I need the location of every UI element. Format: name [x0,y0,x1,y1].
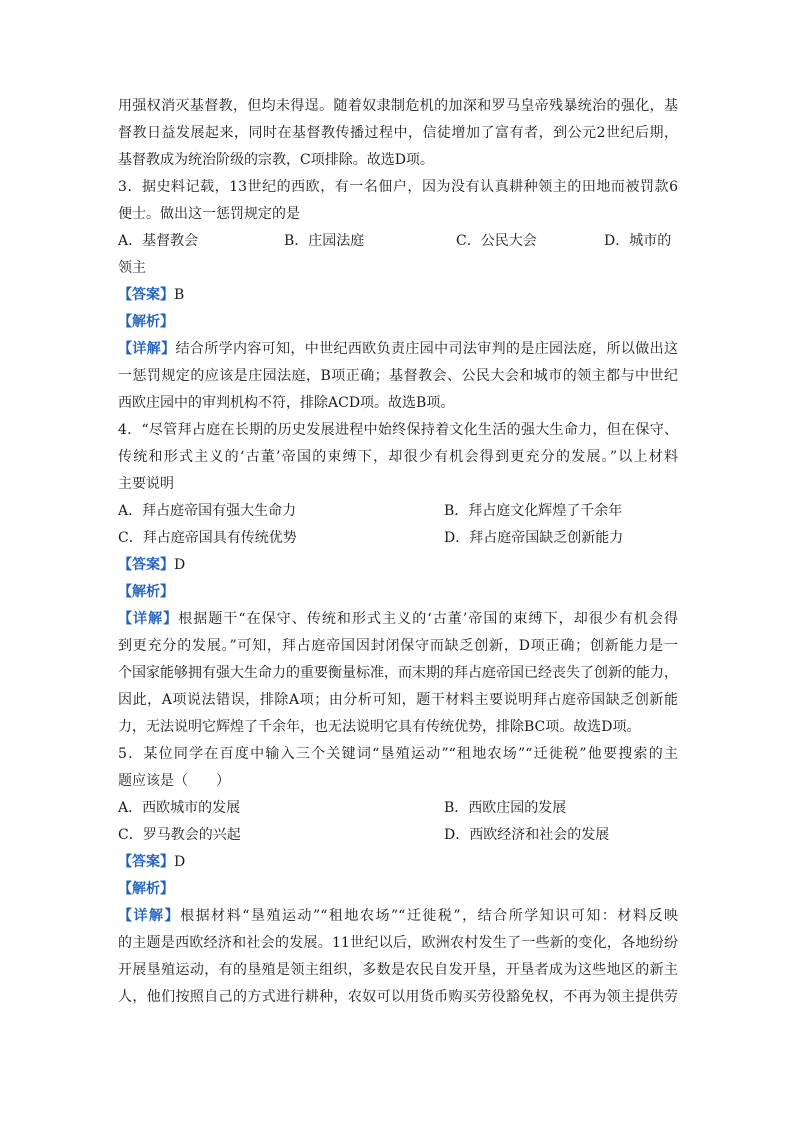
detail-line: 西欧庄园中的审判机构不符，排除ACD项。故选B项。 [118,395,455,411]
answer-line [118,849,678,876]
option-d: D．拜占庭帝国缺乏创新能力 [444,530,624,546]
detail-line: 人，他们按照自己的方式进行耕种，农奴可以用货币购买劳役豁免权，不再为领主提供劳 [118,989,678,1005]
question-4-stem: 主要说明 [118,476,174,492]
text-line: 基督教成为统治阶级的宗教，C项排除。故选D项。 [118,152,434,168]
text-line: 用强权消灭基督教，但均未得逞。随着奴隶制危机的加深和罗马皇帝残暴统治的强化，基 [118,98,678,114]
answer-line [118,282,678,309]
question-5-stem: 题应该是（ ） [118,773,230,789]
answer-value: B [174,287,185,303]
option-d: D．西欧经济和社会的发展 [444,827,610,843]
detail-line [118,336,678,363]
option-c: C．拜占庭帝国具有传统优势 [118,530,297,546]
answer-tag: 【答案】 [118,287,174,303]
answer-value: D [174,854,186,870]
question-3-stem: 3．据史料记载，13世纪的西欧，有一名佃户，因为没有认真耕种领主的田地而被罚款6 [118,179,678,195]
detail-line: 到更充分的发展。”可知，拜占庭帝国因封闭保守而缺乏创新，D项正确；创新能力是一 [118,638,678,654]
option-b: B．西欧庄园的发展 [444,800,567,816]
detail-line: 的主题是西欧经济和社会的发展。11世纪以后，欧洲农村发生了一些新的变化，各地纷纷 [118,935,678,951]
option-d-wrap: 领主 [118,260,146,276]
question-3-stem: 便士。做出这一惩罚规定的是 [118,206,300,222]
detail-line [118,606,678,633]
option-a: A．西欧城市的发展 [118,800,241,816]
analysis-tag: 【解析】 [118,314,174,330]
detail-text: 根据题干“在保守、传统和形式主义的‘古董’帝国的束缚下，却很少有机会得 [178,611,678,627]
question-5-options-row [118,822,678,849]
detail-text: 结合所学内容可知，中世纪西欧负责庄园中司法审判的是庄园法庭，所以做出这 [175,341,678,357]
detail-line [118,903,678,930]
analysis-line [118,309,678,336]
analysis-line [118,579,678,606]
question-5-stem: 5．某位同学在百度中输入三个关键词“垦殖运动”“租地农场”“迁徙税”他要搜索的主 [118,746,678,762]
option-d: D．城市的 [604,233,672,249]
analysis-tag: 【解析】 [118,881,174,897]
question-4-options-row [118,525,678,552]
detail-tag: 【详解】 [118,341,176,357]
question-3-options [118,228,678,255]
question-5-options-row [118,795,678,822]
detail-line: 一惩罚规定的应该是庄园法庭，B项正确；基督教会、公民大会和城市的领主都与中世纪 [118,368,678,384]
answer-tag: 【答案】 [118,854,174,870]
document-body [118,93,678,1011]
analysis-line [118,876,678,903]
question-4-stem: 4．“尽管拜占庭在长期的历史发展进程中始终保持着文化生活的强大生命力，但在保守、 [118,422,678,438]
option-a: A．基督教会 [118,233,199,249]
option-a: A．拜占庭帝国有强大生命力 [118,503,297,519]
detail-tag: 【详解】 [118,611,179,627]
detail-line: 开展垦殖运动，有的垦殖是领主组织，多数是农民自发开垦，开垦者成为这些地区的新主 [118,962,678,978]
option-c: C．公民大会 [456,233,537,249]
analysis-tag: 【解析】 [118,584,174,600]
question-4-options-row [118,498,678,525]
detail-text: 根据材料“垦殖运动”“租地农场”“迁徙税”，结合所学知识可知：材料反映 [180,908,678,924]
detail-line: 个国家能够拥有强大生命力的重要衡量标准，而末期的拜占庭帝国已经丧失了创新的能力， [118,665,678,681]
detail-tag: 【详解】 [118,908,181,924]
answer-tag: 【答案】 [118,557,174,573]
answer-value: D [174,557,186,573]
question-4-stem: 传统和形式主义的‘古董’帝国的束缚下，却很少有机会得到更充分的发展。”以上材料 [118,449,678,465]
answer-line [118,552,678,579]
option-b: B．庄园法庭 [284,233,365,249]
option-c: C．罗马教会的兴起 [118,827,241,843]
detail-line: 力，无法说明它辉煌了千余年，也无法说明它具有传统优势，排除BC项。故选D项。 [118,719,641,735]
detail-line: 因此，A项说法错误，排除A项；由分析可知，题干材料主要说明拜占庭帝国缺乏创新能 [118,692,678,708]
option-b: B．拜占庭文化辉煌了千余年 [444,503,623,519]
text-line: 督教日益发展起来，同时在基督教传播过程中，信徒增加了富有者，到公元2世纪后期， [118,125,678,141]
